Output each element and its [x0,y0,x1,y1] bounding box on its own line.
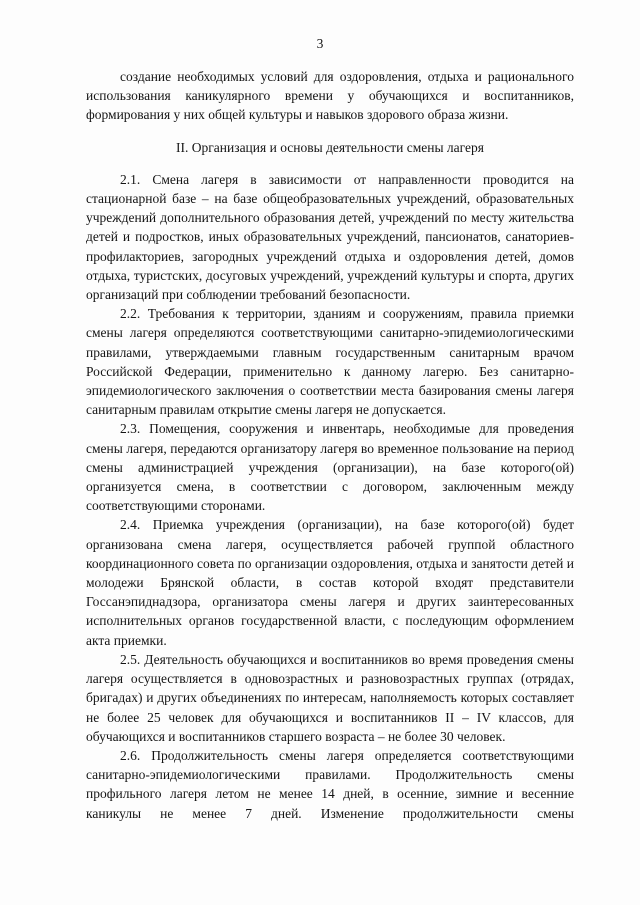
paragraph-2-1: 2.1. Смена лагеря в зависимости от направленности проводится на стационарной базе – на базе общеобразовательных учреждений, образовательных учреждений дополнительного образования детей, учреждений по месту жительства детей и подростков, иных образовательных учреждений, пансионатов, санаториев-профилакториев, загородных учреждений отдыха и оздоровления детей, домов отдыха, туристских, досуговых учреждений, учреждений культуры и спорта, других организаций при соблюдении требований безопасности. [86,171,574,303]
paragraph-2-3: 2.3. Помещения, сооружения и инвентарь, необходимые для проведения смены лагеря, передаются организатору лагеря во временное пользование на период смены администрацией учреждения (организации), на базе которого(ой) организуется смена, в соответствии с договором, заключенным между соответствующими сторонами. [86,421,574,514]
paragraph-2-5: 2.5. Деятельность обучающихся и воспитанников во время проведения смены лагеря осуществляется в одновозрастных и разновозрастных группах (отрядах, бригадах) и других объединениях по интересам, наполняемость которых составляет не более 25 человек для обучающихся и воспитанников II – IV классов, для обучающихся и воспитанников старшего возраста – не более 30 человек. [86,651,574,744]
paragraph-2-4: 2.4. Приемка учреждения (организации), на базе которого(ой) будет организована смена лагеря, осуществляется рабочей группой областного координационного совета по организации оздоровления, отдыха и занятости детей и молодежи Брянской области, в состав которой входят представители Госсанэпиднадзора, организатора смены лагеря и других заинтересованных исполнительных органов государственной власти, с последующим оформлением акта приемки. [86,517,574,648]
intro-paragraph: создание необходимых условий для оздоровления, отдыха и рационального использования каникулярного времени у обучающихся и воспитанников, формирования у них общей культуры и навыков здорового образа жизни. [86,69,574,123]
section-heading: II. Организация и основы деятельности смены лагеря [176,139,484,155]
document-body [86,67,574,823]
page-number: 3 [316,36,324,51]
paragraph-2-2: 2.2. Требования к территории, зданиям и сооружениям, правила приемки смены лагеря определяются соответствующими санитарно-эпидемиологическими правилами, утверждаемыми главным государственным санитарным врачом Российской Федерации, применительно к данному лагерю. Без санитарно-эпидемиологического заключения о соответствии места базирования смены лагеря санитарным правилам открытие смены лагеря не допускается. [86,306,574,418]
paragraph-2-6: 2.6. Продолжительность смены лагеря определяется соответствующими санитарно-эпидемиологическими правилами. Продолжительность смены профильного лагеря летом не менее 14 дней, в осенние, зимние и весенние каникулы не менее 7 дней. Изменение продолжительности смены [86,747,574,821]
